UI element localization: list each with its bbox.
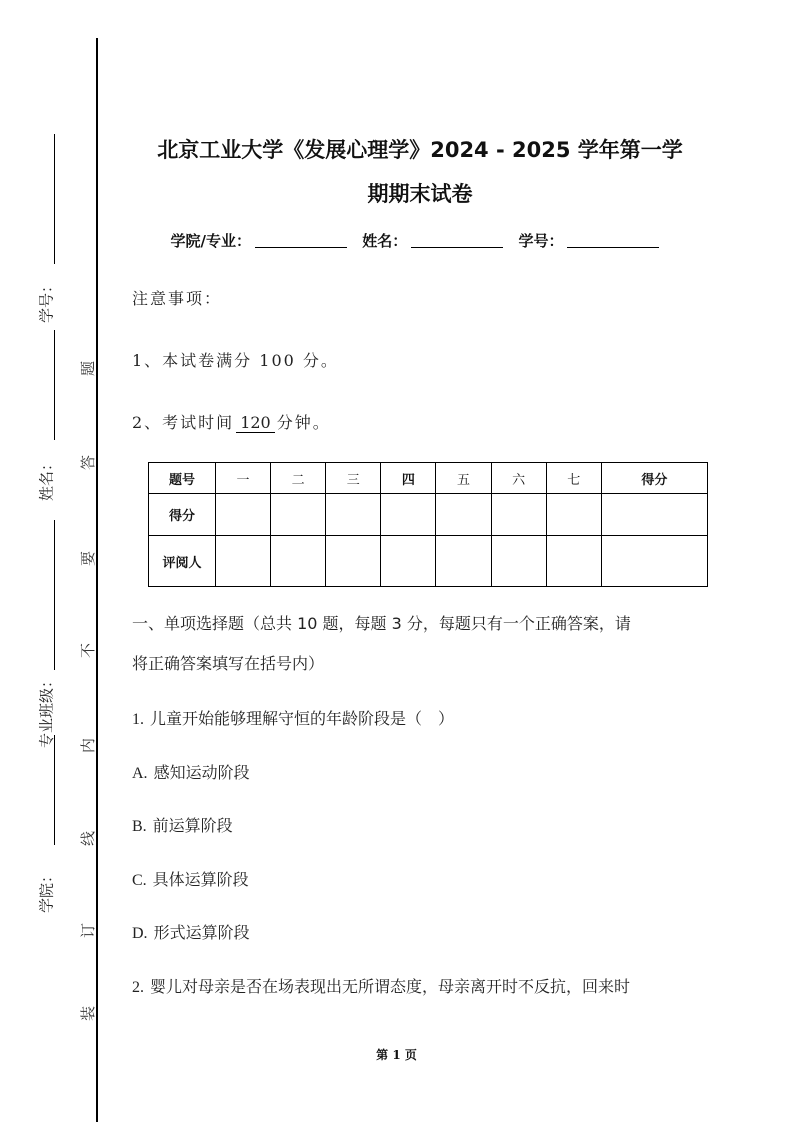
seal-char: 要 bbox=[79, 550, 98, 567]
seal-char: 题 bbox=[79, 360, 98, 377]
seal-char: 订 bbox=[79, 922, 98, 939]
option-letter: C. bbox=[132, 872, 147, 889]
seal-char: 答 bbox=[79, 454, 98, 471]
option-text: 前运算阶段 bbox=[152, 816, 233, 835]
binding-margin-line bbox=[96, 38, 98, 1122]
score-cell[interactable] bbox=[216, 494, 271, 536]
seal-char: 内 bbox=[79, 737, 98, 754]
name-label: 姓名： bbox=[362, 232, 408, 250]
option-text: 具体运算阶段 bbox=[152, 870, 249, 889]
section-1-heading-line1: 一、单项选择题（总共 10 题，每题 3 分，每题只有一个正确答案，请 bbox=[132, 614, 631, 633]
name-underline bbox=[54, 330, 55, 440]
seal-char: 装 bbox=[79, 1005, 98, 1022]
margin-label-major-class: 专业班级： bbox=[37, 673, 56, 749]
option-letter: D. bbox=[132, 925, 148, 942]
grader-cell[interactable] bbox=[601, 536, 707, 587]
student-id-label: 学号： bbox=[518, 232, 564, 250]
score-cell[interactable] bbox=[381, 494, 436, 536]
option-letter: B. bbox=[132, 818, 147, 835]
margin-label-student-id: 学号： bbox=[37, 278, 56, 324]
college-major-label: 学院/专业： bbox=[170, 232, 251, 250]
score-cell[interactable] bbox=[601, 494, 707, 536]
major-class-underline bbox=[54, 520, 55, 670]
section-1-heading-line2: 将正确答案填写在括号内） bbox=[132, 654, 325, 673]
question-1 bbox=[132, 706, 454, 729]
exam-title-line1: 北京工业大学《发展心理学》2024 - 2025 学年第一学 bbox=[157, 138, 683, 162]
option-text: 感知运动阶段 bbox=[153, 763, 250, 782]
question-1-option-c[interactable] bbox=[132, 867, 249, 890]
question-1-option-a[interactable] bbox=[132, 760, 250, 783]
student-info-row bbox=[120, 230, 720, 251]
grader-cell[interactable] bbox=[436, 536, 491, 587]
header-cell: 三 bbox=[326, 463, 381, 494]
notice-heading: 注意事项： bbox=[132, 289, 223, 308]
notice-item-1: 1、本试卷满分 100 分。 bbox=[132, 351, 339, 370]
seal-char: 线 bbox=[79, 830, 98, 847]
seal-char: 不 bbox=[79, 642, 98, 659]
header-cell: 六 bbox=[491, 463, 546, 494]
header-cell: 五 bbox=[436, 463, 491, 494]
score-table bbox=[148, 462, 708, 587]
student-id-blank[interactable] bbox=[567, 233, 659, 248]
notice-item-2-suffix: 分钟。 bbox=[276, 413, 331, 432]
margin-label-name: 姓名： bbox=[37, 456, 56, 502]
notice-item-2 bbox=[132, 410, 331, 433]
header-cell: 二 bbox=[271, 463, 326, 494]
grader-cell[interactable] bbox=[326, 536, 381, 587]
page-number: 第 1 页 bbox=[376, 1048, 417, 1062]
student-id-underline bbox=[54, 134, 55, 264]
exam-title bbox=[120, 128, 720, 216]
option-text: 形式运算阶段 bbox=[153, 923, 250, 942]
grader-cell[interactable] bbox=[381, 536, 436, 587]
score-row bbox=[149, 494, 708, 536]
grader-cell[interactable] bbox=[546, 536, 601, 587]
row-label: 评阅人 bbox=[149, 536, 216, 587]
question-number: 1. bbox=[132, 711, 144, 728]
name-blank[interactable] bbox=[411, 233, 503, 248]
header-cell: 一 bbox=[216, 463, 271, 494]
score-cell[interactable] bbox=[491, 494, 546, 536]
score-cell[interactable] bbox=[546, 494, 601, 536]
notice-item-2-prefix: 2、考试时间 bbox=[132, 413, 235, 432]
exam-title-line2: 期期末试卷 bbox=[367, 182, 473, 206]
score-cell[interactable] bbox=[326, 494, 381, 536]
score-cell[interactable] bbox=[436, 494, 491, 536]
college-underline bbox=[54, 735, 55, 845]
row-label: 得分 bbox=[149, 494, 216, 536]
header-cell: 得分 bbox=[601, 463, 707, 494]
question-text: 婴儿对母亲是否在场表现出无所谓态度，母亲离开时不反抗，回来时 bbox=[150, 977, 631, 996]
option-letter: A. bbox=[132, 765, 148, 782]
question-1-option-d[interactable] bbox=[132, 920, 250, 943]
question-1-option-b[interactable] bbox=[132, 813, 233, 836]
header-cell: 四 bbox=[381, 463, 436, 494]
grader-row bbox=[149, 536, 708, 587]
score-cell[interactable] bbox=[271, 494, 326, 536]
margin-label-college: 学院： bbox=[37, 868, 56, 914]
question-number: 2. bbox=[132, 979, 144, 996]
grader-cell[interactable] bbox=[491, 536, 546, 587]
grader-cell[interactable] bbox=[216, 536, 271, 587]
question-2 bbox=[132, 974, 630, 997]
grader-cell[interactable] bbox=[271, 536, 326, 587]
question-text: 儿童开始能够理解守恒的年龄阶段是（ ） bbox=[150, 709, 455, 728]
exam-duration-value: 120 bbox=[236, 413, 275, 433]
score-table-header-row bbox=[149, 463, 708, 494]
header-cell: 七 bbox=[546, 463, 601, 494]
header-cell: 题号 bbox=[149, 463, 216, 494]
college-major-blank[interactable] bbox=[255, 233, 347, 248]
